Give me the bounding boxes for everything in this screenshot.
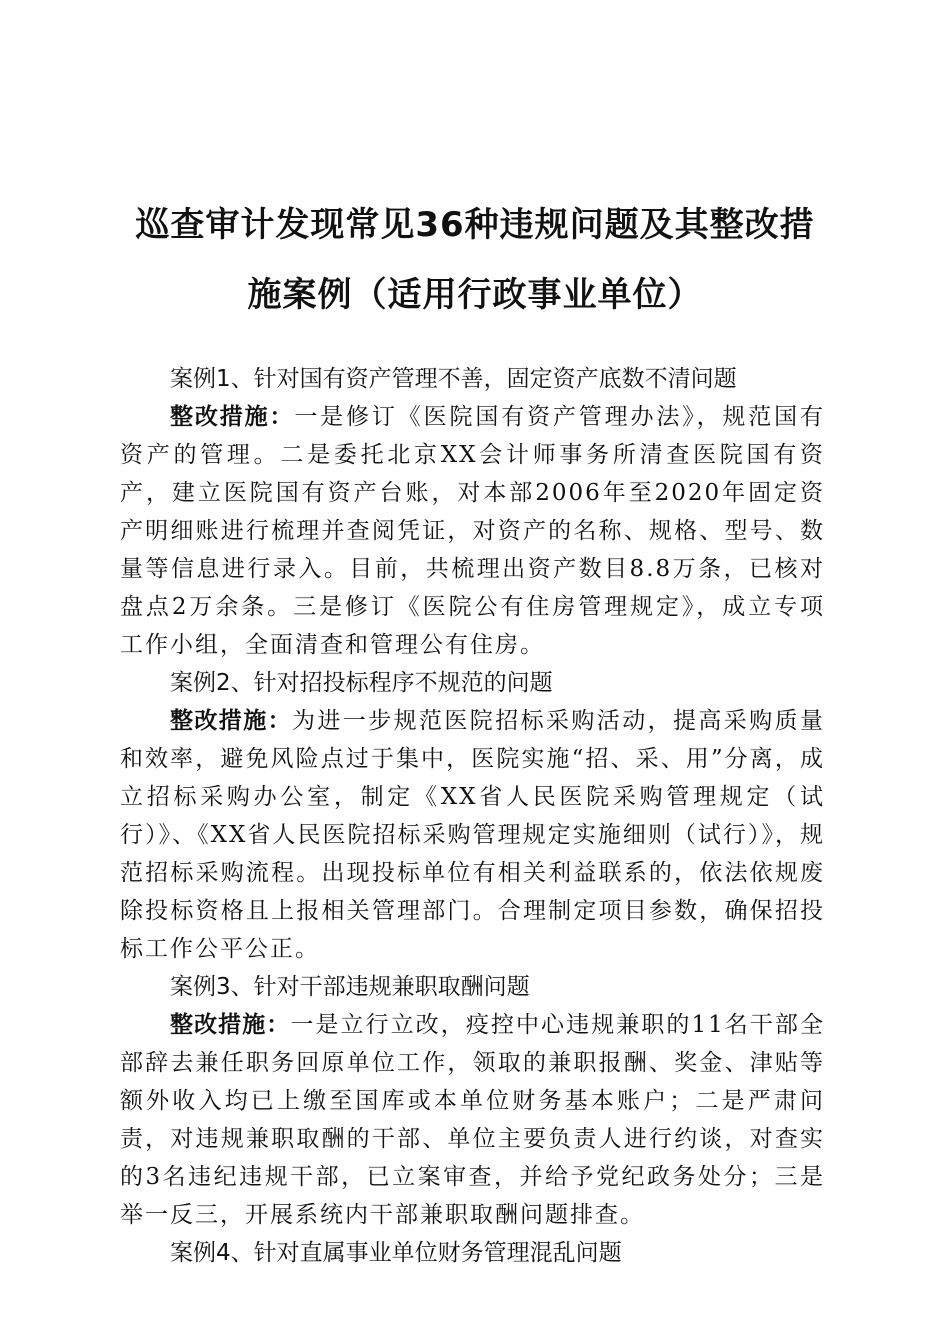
- case-1-measures: [120, 398, 825, 664]
- title-line-1: 巡查审计发现常见36种违规问题及其整改措: [135, 205, 815, 245]
- case-3-measures: [120, 1006, 825, 1234]
- case-1-heading: 案例1、针对国有资产管理不善，固定资产底数不清问题: [170, 366, 737, 392]
- title-line-2: 施案例（适用行政事业单位）: [247, 275, 703, 315]
- case-1-measure-text: 一是修订《医院国有资产管理办法》，规范国有资产的管理。二是委托北京XX会计师事务所清查医院国有资产，建立医院国有资产台账，对本部2006年至2020年固定资产明细账进行梳理并查阅凭证，对资产的名称、规格、型号、数量等信息进行录入。目前，共梳理出资产数目8.8万条，已核对盘点2万余条。三是修订《医院公有住房管理规定》，成立专项工作小组，全面清查和管理公有住房。: [120, 404, 826, 658]
- case-2-measures: [120, 702, 825, 968]
- case-2-measure-text: 为进一步规范医院招标采购活动，提高采购质量和效率，避免风险点过于集中，医院实施“招、采、用”分离，成立招标采购办公室，制定《XX省人民医院采购管理规定（试行）》、《XX省人民医院招标采购管理规定实施细则（试行）》，规范招标采购流程。出现投标单位有相关利益联系的，依法依规废除投标资格且上报相关管理部门。合理制定项目参数，确保招投标工作公平公正。: [120, 708, 825, 962]
- document-title: [95, 190, 855, 330]
- document-body: [120, 360, 825, 1272]
- case-1-measure-label: 整改措施：: [170, 404, 295, 430]
- case-3-heading: 案例3、针对干部违规兼职取酬问题: [170, 974, 530, 1000]
- case-2-heading: 案例2、针对招投标程序不规范的问题: [170, 670, 553, 696]
- case-3-measure-label: 整改措施：: [170, 1012, 291, 1038]
- case-3-measure-text: 一是立行立改，疫控中心违规兼职的11名干部全部辞去兼任职务回原单位工作，领取的兼职报酬、奖金、津贴等额外收入均已上缴至国库或本单位财务基本账户；二是严肃问责，对违规兼职取酬的干部、单位主要负责人进行约谈，对查实的3名违纪违规干部，已立案审查，并给予党纪政务处分；三是举一反三，开展系统内干部兼职取酬问题排查。: [120, 1012, 825, 1228]
- case-2-measure-label: 整改措施：: [170, 708, 292, 734]
- case-4-heading: 案例4、针对直属事业单位财务管理混乱问题: [170, 1240, 622, 1266]
